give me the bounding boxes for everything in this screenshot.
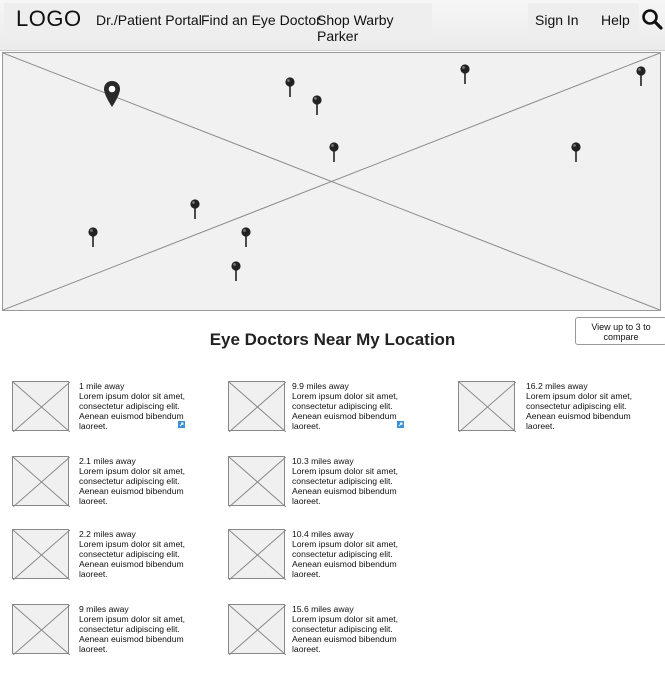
location-marker-icon[interactable]	[103, 80, 121, 108]
search-icon	[641, 8, 663, 30]
doctor-result-item[interactable]	[228, 604, 428, 660]
doctor-description: Lorem ipsum dolor sit amet, consectetur adipiscing elit. Aenean euismod bibendum laoreet.	[292, 466, 399, 506]
doctor-distance: 1 mile away	[79, 381, 125, 391]
doctor-thumbnail-placeholder	[12, 381, 69, 431]
map-pin-icon[interactable]	[329, 142, 339, 162]
doctor-thumbnail-placeholder	[228, 529, 285, 579]
external-link-icon[interactable]	[178, 421, 185, 428]
doctor-thumbnail-placeholder	[228, 456, 285, 506]
doctor-description: Lorem ipsum dolor sit amet, consectetur adipiscing elit. Aenean euismod bibendum laoreet.	[79, 466, 186, 506]
map-pin-icon[interactable]	[231, 261, 241, 281]
account-nav	[528, 3, 639, 35]
doctor-thumbnail-placeholder	[12, 456, 69, 506]
doctor-distance: 9.9 miles away	[292, 381, 349, 391]
doctor-result-item[interactable]	[12, 604, 212, 660]
doctor-description: Lorem ipsum dolor sit amet, consectetur adipiscing elit. Aenean euismod bibendum laoreet.	[79, 539, 186, 579]
map-pin-icon[interactable]	[241, 227, 251, 247]
doctor-result-item[interactable]	[458, 381, 658, 437]
map-placeholder-icon	[3, 53, 660, 310]
page-title: Eye Doctors Near My Location	[209, 330, 456, 349]
doctor-result-item[interactable]	[228, 381, 428, 437]
doctor-thumbnail-placeholder	[12, 604, 69, 654]
doctor-description: Lorem ipsum dolor sit amet, consectetur adipiscing elit. Aenean euismod bibendum laoreet.	[526, 391, 633, 431]
compare-button[interactable]: View up to 3 to compare	[575, 317, 665, 345]
doctor-description: Lorem ipsum dolor sit amet, consectetur adipiscing elit. Aenean euismod bibendum laoreet.	[292, 614, 399, 654]
map-pin-icon[interactable]	[88, 227, 98, 247]
doctor-distance: 16.2 miles away	[526, 381, 588, 391]
doctor-result-item[interactable]	[12, 381, 212, 437]
doctor-thumbnail-placeholder	[228, 604, 285, 654]
doctor-thumbnail-placeholder	[12, 529, 69, 579]
logo[interactable]: LOGO	[16, 6, 82, 31]
doctor-distance: 2.2 miles away	[79, 529, 136, 539]
nav-link-portal[interactable]: Dr./Patient Portal	[96, 12, 202, 28]
map-pin-icon[interactable]	[312, 95, 322, 115]
doctor-distance: 2.1 miles away	[79, 456, 136, 466]
doctor-distance: 9 miles away	[79, 604, 129, 614]
doctor-distance: 10.3 miles away	[292, 456, 354, 466]
doctor-result-item[interactable]	[228, 529, 428, 585]
doctor-distance: 10.4 miles away	[292, 529, 354, 539]
search-button[interactable]	[641, 8, 663, 30]
external-link-icon[interactable]	[397, 421, 404, 428]
doctor-thumbnail-placeholder	[228, 381, 285, 431]
map-area[interactable]	[2, 52, 661, 311]
doctor-description: Lorem ipsum dolor sit amet, consectetur adipiscing elit. Aenean euismod bibendum laoreet.	[79, 614, 186, 654]
doctor-description: Lorem ipsum dolor sit amet, consectetur adipiscing elit. Aenean euismod bibendum laoreet.	[79, 391, 186, 431]
map-pin-icon[interactable]	[190, 199, 200, 219]
sign-in-link[interactable]: Sign In	[535, 12, 579, 28]
map-pin-icon[interactable]	[636, 66, 646, 86]
primary-nav	[4, 3, 432, 44]
nav-link-find-eye-doctor[interactable]: Find an Eye Doctor	[201, 12, 321, 28]
help-link[interactable]: Help	[601, 12, 630, 28]
map-pin-icon[interactable]	[571, 142, 581, 162]
top-navigation-bar	[0, 0, 665, 51]
doctor-result-item[interactable]	[12, 456, 212, 512]
doctor-thumbnail-placeholder	[458, 381, 515, 431]
map-pin-icon[interactable]	[285, 77, 295, 97]
doctor-result-item[interactable]	[228, 456, 428, 512]
doctor-distance: 15.6 miles away	[292, 604, 354, 614]
map-pin-icon[interactable]	[460, 64, 470, 84]
doctor-description: Lorem ipsum dolor sit amet, consectetur adipiscing elit. Aenean euismod bibendum laoreet.	[292, 391, 399, 431]
doctor-description: Lorem ipsum dolor sit amet, consectetur adipiscing elit. Aenean euismod bibendum laoreet.	[292, 539, 399, 579]
nav-link-shop[interactable]: Shop Warby Parker	[317, 12, 394, 44]
doctor-result-item[interactable]	[12, 529, 212, 585]
